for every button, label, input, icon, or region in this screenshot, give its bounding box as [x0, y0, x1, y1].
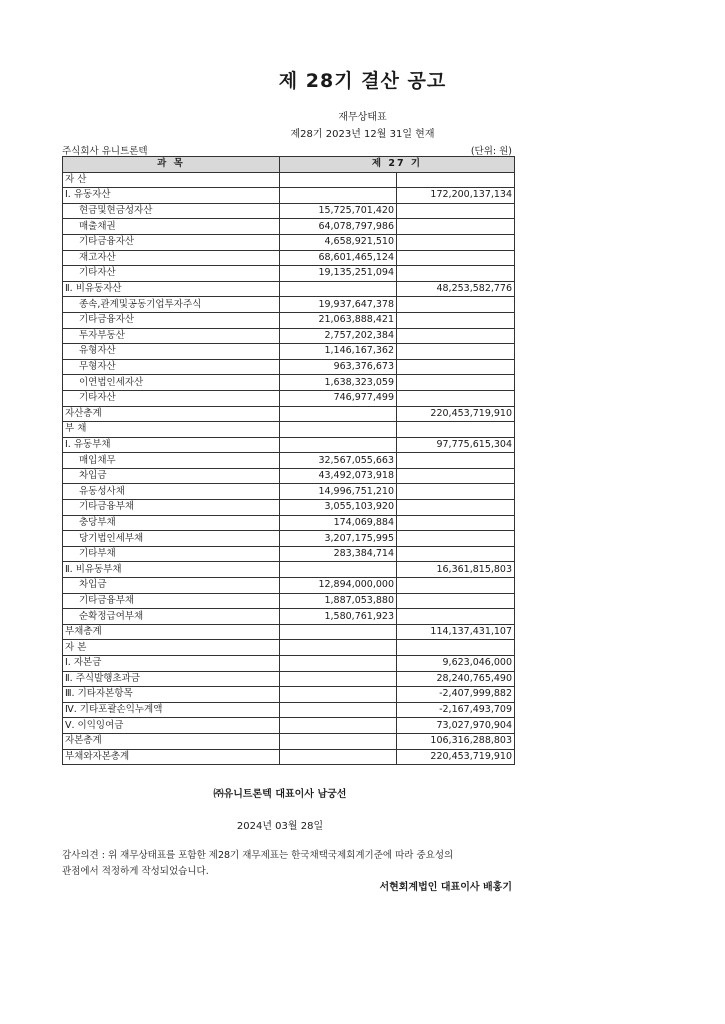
- row-subtotal: 963,376,673: [280, 359, 397, 375]
- row-total: [397, 500, 515, 516]
- row-subtotal: 746,977,499: [280, 390, 397, 406]
- table-row: [63, 266, 515, 282]
- row-subtotal: [280, 422, 397, 438]
- row-subtotal: [280, 172, 397, 188]
- row-subtotal: 14,996,751,210: [280, 484, 397, 500]
- row-subtotal: 1,638,323,059: [280, 375, 397, 391]
- row-total: -2,407,999,882: [397, 687, 515, 703]
- row-total: [397, 453, 515, 469]
- row-subtotal: [280, 733, 397, 749]
- row-label: Ⅱ. 비유동부채: [63, 562, 280, 578]
- row-total: [397, 468, 515, 484]
- table-row: [63, 515, 515, 531]
- row-total: 106,316,288,803: [397, 733, 515, 749]
- row-subtotal: [280, 188, 397, 204]
- row-subtotal: 43,492,073,918: [280, 468, 397, 484]
- row-subtotal: [280, 749, 397, 765]
- unit-label: (단위: 원): [470, 146, 512, 157]
- signature-date: 2024년 03월 28일: [236, 821, 324, 832]
- row-total: [397, 609, 515, 625]
- row-subtotal: 1,146,167,362: [280, 344, 397, 360]
- statement-subtitle: 재무상태표: [338, 112, 387, 123]
- row-total: 220,453,719,910: [397, 406, 515, 422]
- row-total: 97,775,615,304: [397, 437, 515, 453]
- row-label: 부 채: [63, 422, 280, 438]
- row-total: 16,361,815,803: [397, 562, 515, 578]
- table-row: [63, 281, 515, 297]
- table-row: [63, 390, 515, 406]
- balance-sheet-table: [62, 156, 515, 765]
- row-subtotal: 64,078,797,986: [280, 219, 397, 235]
- row-label: 자 산: [63, 172, 280, 188]
- row-label: 기타금융자산: [63, 312, 280, 328]
- row-label: 부채와자본총계: [63, 749, 280, 765]
- row-total: [397, 266, 515, 282]
- row-label: 자본총계: [63, 733, 280, 749]
- row-label: 유동성사채: [63, 484, 280, 500]
- row-total: [397, 531, 515, 547]
- row-subtotal: 21,063,888,421: [280, 312, 397, 328]
- row-label: 이연법인세자산: [63, 375, 280, 391]
- table-row: [63, 422, 515, 438]
- row-subtotal: 283,384,714: [280, 546, 397, 562]
- table-row: [63, 406, 515, 422]
- row-subtotal: 3,055,103,920: [280, 500, 397, 516]
- page-title: 제 28기 결산 공고: [278, 70, 447, 92]
- row-total: [397, 297, 515, 313]
- table-row: [63, 562, 515, 578]
- header-period: 제 27 기: [280, 157, 515, 173]
- row-label: Ⅱ. 주식발행초과금: [63, 671, 280, 687]
- row-label: 기타금융부채: [63, 500, 280, 516]
- row-subtotal: [280, 640, 397, 656]
- row-label: 투자부동산: [63, 328, 280, 344]
- row-subtotal: 68,601,465,124: [280, 250, 397, 266]
- row-label: 충당부채: [63, 515, 280, 531]
- row-label: Ⅰ. 자본금: [63, 656, 280, 672]
- row-label: 매출채권: [63, 219, 280, 235]
- row-subtotal: 2,757,202,384: [280, 328, 397, 344]
- row-total: [397, 390, 515, 406]
- row-total: [397, 375, 515, 391]
- row-label: 유형자산: [63, 344, 280, 360]
- row-label: 기타자산: [63, 390, 280, 406]
- row-label: 부채총계: [63, 624, 280, 640]
- table-row: [63, 578, 515, 594]
- row-subtotal: 15,725,701,420: [280, 203, 397, 219]
- table-row: [63, 500, 515, 516]
- table-row: [63, 437, 515, 453]
- row-label: Ⅴ. 이익잉여금: [63, 718, 280, 734]
- row-total: 28,240,765,490: [397, 671, 515, 687]
- row-label: Ⅰ. 유동자산: [63, 188, 280, 204]
- row-total: [397, 344, 515, 360]
- table-row: [63, 219, 515, 235]
- row-total: 48,253,582,776: [397, 281, 515, 297]
- row-subtotal: [280, 281, 397, 297]
- table-row: [63, 671, 515, 687]
- row-total: [397, 640, 515, 656]
- row-subtotal: [280, 671, 397, 687]
- table-header-row: [63, 157, 515, 173]
- audit-opinion-line: 감사의견 : 위 재무상태표를 포함한 제28기 재무제표는 한국채택국제회계기준에 따라 중요성의: [62, 850, 454, 861]
- table-row: [63, 687, 515, 703]
- row-label: 자산총계: [63, 406, 280, 422]
- row-total: [397, 546, 515, 562]
- row-label: 차입금: [63, 468, 280, 484]
- row-label: Ⅳ. 기타포괄손익누계액: [63, 702, 280, 718]
- row-total: [397, 422, 515, 438]
- table-row: [63, 640, 515, 656]
- row-subtotal: 4,658,921,510: [280, 234, 397, 250]
- table-row: [63, 375, 515, 391]
- row-label: 당기법인세부채: [63, 531, 280, 547]
- row-subtotal: [280, 562, 397, 578]
- representative-signature: ㈜유니트론텍 대표이사 남궁선: [213, 789, 347, 800]
- audit-opinion: [62, 848, 522, 880]
- row-total: [397, 234, 515, 250]
- row-label: 무형자산: [63, 359, 280, 375]
- table-row: [63, 749, 515, 765]
- table-row: [63, 250, 515, 266]
- row-subtotal: [280, 437, 397, 453]
- company-name: 주식회사 유니트론텍: [62, 146, 148, 157]
- row-total: [397, 312, 515, 328]
- row-total: 114,137,431,107: [397, 624, 515, 640]
- table-row: [63, 733, 515, 749]
- row-total: [397, 578, 515, 594]
- row-label: 종속,관계및공동기업투자주식: [63, 297, 280, 313]
- row-total: [397, 593, 515, 609]
- row-subtotal: 174,069,884: [280, 515, 397, 531]
- row-total: 220,453,719,910: [397, 749, 515, 765]
- table-row: [63, 656, 515, 672]
- row-total: [397, 172, 515, 188]
- row-total: [397, 328, 515, 344]
- row-subtotal: [280, 687, 397, 703]
- table-row: [63, 297, 515, 313]
- row-label: 순확정급여부채: [63, 609, 280, 625]
- table-row: [63, 188, 515, 204]
- table-row: [63, 453, 515, 469]
- table-row: [63, 203, 515, 219]
- table-row: [63, 172, 515, 188]
- table-row: [63, 702, 515, 718]
- table-row: [63, 593, 515, 609]
- audit-opinion-line: 관점에서 적정하게 작성되었습니다.: [62, 866, 209, 877]
- row-label: 기타자산: [63, 266, 280, 282]
- row-subtotal: 12,894,000,000: [280, 578, 397, 594]
- table-body: [63, 172, 515, 765]
- statement-date: 제28기 2023년 12월 31일 현재: [290, 129, 435, 140]
- table-row: [63, 546, 515, 562]
- table-row: [63, 624, 515, 640]
- row-subtotal: 32,567,055,663: [280, 453, 397, 469]
- table-row: [63, 609, 515, 625]
- row-subtotal: 3,207,175,995: [280, 531, 397, 547]
- row-subtotal: [280, 656, 397, 672]
- table-row: [63, 312, 515, 328]
- row-label: 차입금: [63, 578, 280, 594]
- row-subtotal: 19,937,647,378: [280, 297, 397, 313]
- table-row: [63, 484, 515, 500]
- row-subtotal: 1,887,053,880: [280, 593, 397, 609]
- table-row: [63, 344, 515, 360]
- row-label: 기타부채: [63, 546, 280, 562]
- row-label: Ⅰ. 유동부채: [63, 437, 280, 453]
- table-row: [63, 718, 515, 734]
- row-total: 172,200,137,134: [397, 188, 515, 204]
- row-label: 기타금융자산: [63, 234, 280, 250]
- header-item: 과 목: [63, 157, 280, 173]
- row-subtotal: 1,580,761,923: [280, 609, 397, 625]
- row-total: [397, 359, 515, 375]
- row-subtotal: [280, 624, 397, 640]
- row-subtotal: [280, 406, 397, 422]
- auditor-signature: 서현회계법인 대표이사 배홍기: [379, 882, 512, 893]
- row-label: 현금및현금성자산: [63, 203, 280, 219]
- row-subtotal: [280, 702, 397, 718]
- row-label: 매입채무: [63, 453, 280, 469]
- row-subtotal: [280, 718, 397, 734]
- table-row: [63, 468, 515, 484]
- row-label: Ⅲ. 기타자본항목: [63, 687, 280, 703]
- row-label: 기타금융부채: [63, 593, 280, 609]
- row-label: 자 본: [63, 640, 280, 656]
- row-label: Ⅱ. 비유동자산: [63, 281, 280, 297]
- table-row: [63, 531, 515, 547]
- row-subtotal: 19,135,251,094: [280, 266, 397, 282]
- row-total: [397, 203, 515, 219]
- row-total: 9,623,046,000: [397, 656, 515, 672]
- table-row: [63, 359, 515, 375]
- table-row: [63, 328, 515, 344]
- row-total: [397, 250, 515, 266]
- row-total: [397, 219, 515, 235]
- row-total: -2,167,493,709: [397, 702, 515, 718]
- row-total: [397, 484, 515, 500]
- table-row: [63, 234, 515, 250]
- row-label: 재고자산: [63, 250, 280, 266]
- row-total: [397, 515, 515, 531]
- row-total: 73,027,970,904: [397, 718, 515, 734]
